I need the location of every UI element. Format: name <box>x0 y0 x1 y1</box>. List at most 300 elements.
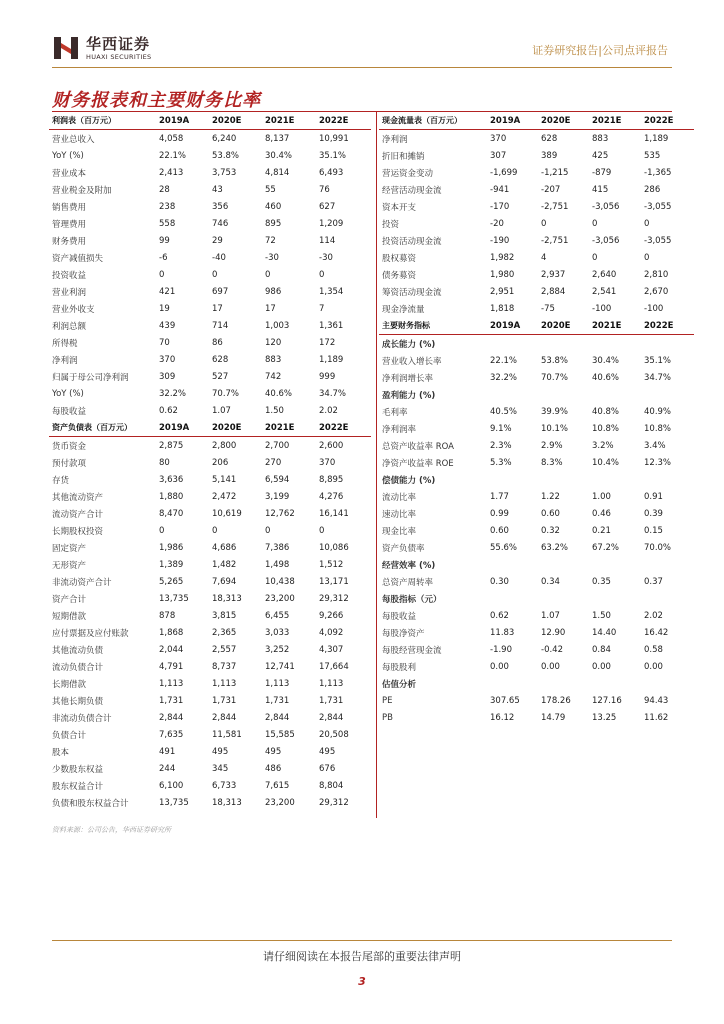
value-cell: 10.8% <box>592 423 620 434</box>
row-label: 存货 <box>52 475 70 486</box>
table-row <box>49 471 371 488</box>
value-cell: 29 <box>212 235 223 246</box>
value-cell: 5.3% <box>490 457 512 468</box>
value-cell: 1.50 <box>592 610 611 621</box>
row-label: 少数股东权益 <box>52 764 104 775</box>
row-label: 营业利润 <box>52 287 87 298</box>
value-cell: 10.1% <box>541 423 569 434</box>
value-cell: 527 <box>212 371 229 382</box>
value-cell: 1,189 <box>319 354 344 365</box>
value-cell: 2,884 <box>541 286 566 297</box>
value-cell: 238 <box>159 201 176 212</box>
value-cell: 558 <box>159 218 176 229</box>
value-cell: -941 <box>490 184 510 195</box>
value-cell: 1,982 <box>490 252 515 263</box>
value-cell: 1,482 <box>212 559 237 570</box>
value-cell: 40.9% <box>644 406 672 417</box>
year-header-cell: 2020E <box>538 112 589 130</box>
row-label: 所得税 <box>52 338 78 349</box>
value-cell: 0.91 <box>644 491 663 502</box>
row-label: 财务费用 <box>52 236 87 247</box>
huaxi-logo-icon <box>52 34 80 62</box>
value-cell: 1,113 <box>319 678 344 689</box>
value-cell: 883 <box>592 133 609 144</box>
value-cell: 1.22 <box>541 491 560 502</box>
table-row <box>49 573 371 590</box>
column-divider <box>376 112 377 818</box>
value-cell: 29,312 <box>319 593 349 604</box>
value-cell: 13,171 <box>319 576 349 587</box>
value-cell: 7 <box>319 303 325 314</box>
value-cell: 627 <box>319 201 336 212</box>
table-row <box>49 522 371 539</box>
value-cell: 3,636 <box>159 474 184 485</box>
value-cell: 0.35 <box>592 576 611 587</box>
value-cell: 7,386 <box>265 542 290 553</box>
header-divider <box>52 67 672 68</box>
value-cell: 86 <box>212 337 223 348</box>
value-cell: 18,313 <box>212 593 242 604</box>
value-cell: 2,844 <box>212 712 237 723</box>
row-label: 其他长期负债 <box>52 696 104 707</box>
section-header-row <box>379 675 694 692</box>
value-cell: 70.7% <box>212 388 240 399</box>
value-cell: 13.25 <box>592 712 617 723</box>
value-cell: 2,640 <box>592 269 617 280</box>
value-cell: -3,056 <box>592 235 620 246</box>
value-cell: 2,875 <box>159 440 184 451</box>
value-cell: 6,455 <box>265 610 290 621</box>
value-cell: 3.4% <box>644 440 666 451</box>
row-label: 每股股利 <box>382 662 417 673</box>
value-cell: 14.40 <box>592 627 617 638</box>
value-cell: 35.1% <box>319 150 347 161</box>
value-cell: 1,986 <box>159 542 184 553</box>
table-row <box>379 164 694 181</box>
table-row <box>379 403 694 420</box>
value-cell <box>641 590 694 607</box>
table-row <box>379 522 694 539</box>
value-cell: 2.9% <box>541 440 563 451</box>
value-cell: 628 <box>541 133 558 144</box>
table-row <box>379 437 694 454</box>
value-cell: 714 <box>212 320 229 331</box>
value-cell: 244 <box>159 763 176 774</box>
year-header-cell: 2020E <box>538 317 589 335</box>
value-cell: 0 <box>159 525 165 536</box>
brand-name: 华西证券 <box>86 35 151 53</box>
value-cell: 4,276 <box>319 491 344 502</box>
year-header-cell: 2019A <box>156 112 209 130</box>
table-row <box>49 300 371 317</box>
value-cell: 0.00 <box>541 661 560 672</box>
value-cell: 883 <box>265 354 282 365</box>
row-label: 利润总额 <box>52 321 87 332</box>
value-cell: 32.2% <box>490 372 518 383</box>
value-cell: 10.8% <box>644 423 672 434</box>
value-cell: 40.6% <box>592 372 620 383</box>
value-cell: 0.34 <box>541 576 560 587</box>
value-cell: -190 <box>490 235 510 246</box>
table-row <box>49 232 371 249</box>
value-cell: 1,818 <box>490 303 515 314</box>
table-row <box>49 641 371 658</box>
row-label: 偿债能力 (%) <box>382 475 436 486</box>
value-cell <box>641 556 694 573</box>
value-cell: 0.46 <box>592 508 611 519</box>
row-label: 营业税金及附加 <box>52 185 112 196</box>
value-cell: 356 <box>212 201 229 212</box>
year-header-cell: 2022E <box>641 112 694 130</box>
table-row <box>379 658 694 675</box>
value-cell: 345 <box>212 763 229 774</box>
value-cell <box>538 471 589 488</box>
row-label: 资产减值损失 <box>52 253 104 264</box>
row-label: 每股收益 <box>52 406 87 417</box>
value-cell: 0.99 <box>490 508 509 519</box>
row-label: 经营效率 (%) <box>382 560 436 571</box>
row-label: PB <box>382 712 393 723</box>
table-row <box>379 505 694 522</box>
value-cell: -1,365 <box>644 167 672 178</box>
row-label: 每股收益 <box>382 611 417 622</box>
row-label: 货币资金 <box>52 441 87 452</box>
value-cell <box>589 471 641 488</box>
value-cell: 3,252 <box>265 644 290 655</box>
section-header-row <box>379 556 694 573</box>
value-cell: 4,092 <box>319 627 344 638</box>
value-cell <box>538 386 589 403</box>
value-cell: 40.5% <box>490 406 518 417</box>
table-row <box>379 692 694 709</box>
value-cell <box>487 590 538 607</box>
value-cell: 1,731 <box>319 695 344 706</box>
year-header-cell: 2020E <box>209 112 262 130</box>
page-number: 3 <box>358 975 366 988</box>
value-cell: 40.8% <box>592 406 620 417</box>
value-cell: 28 <box>159 184 170 195</box>
row-label: 每股净资产 <box>382 628 425 639</box>
value-cell: 1,113 <box>265 678 290 689</box>
table-row <box>379 232 694 249</box>
value-cell: 178.26 <box>541 695 571 706</box>
value-cell: 986 <box>265 286 282 297</box>
section-header-row <box>379 471 694 488</box>
table-header-row <box>379 317 694 335</box>
value-cell: 39.9% <box>541 406 569 417</box>
value-cell: 0.84 <box>592 644 611 655</box>
value-cell: 2.02 <box>319 405 338 416</box>
value-cell: 1,209 <box>319 218 344 229</box>
table-row <box>379 607 694 624</box>
table-row <box>49 385 371 402</box>
row-label: 负债合计 <box>52 730 87 741</box>
value-cell: 16.42 <box>644 627 669 638</box>
value-cell: 0 <box>541 218 547 229</box>
value-cell: 0.00 <box>592 661 611 672</box>
value-cell: 16.12 <box>490 712 515 723</box>
table-row <box>49 368 371 385</box>
row-label: 债务募资 <box>382 270 417 281</box>
row-label: 盈利能力 (%) <box>382 390 436 401</box>
row-label: 利润表（百万元） <box>49 112 156 130</box>
value-cell: 11.83 <box>490 627 515 638</box>
value-cell: 2,810 <box>644 269 669 280</box>
value-cell: 30.4% <box>265 150 293 161</box>
value-cell <box>589 556 641 573</box>
value-cell: 1,113 <box>212 678 237 689</box>
value-cell: 4 <box>541 252 547 263</box>
value-cell: 15,585 <box>265 729 295 740</box>
value-cell: 495 <box>212 746 229 757</box>
value-cell: 13,735 <box>159 593 189 604</box>
value-cell: 628 <box>212 354 229 365</box>
value-cell: 0.60 <box>490 525 509 536</box>
row-label: 股东权益合计 <box>52 781 104 792</box>
data-source-note: 资料来源：公司公告，华西证券研究所 <box>52 826 171 834</box>
value-cell <box>487 675 538 692</box>
row-label: 归属于母公司净利润 <box>52 372 129 383</box>
row-label: 短期借款 <box>52 611 87 622</box>
value-cell: 3,753 <box>212 167 237 178</box>
row-label: 现金流量表（百万元） <box>379 112 487 130</box>
row-label: 毛利率 <box>382 407 408 418</box>
row-label: YoY (%) <box>52 388 84 399</box>
table-row <box>379 573 694 590</box>
value-cell: 1,113 <box>159 678 184 689</box>
value-cell: -2,751 <box>541 235 569 246</box>
value-cell: -3,055 <box>644 235 672 246</box>
table-header-row <box>49 419 371 437</box>
value-cell: -6 <box>159 252 168 263</box>
value-cell: 491 <box>159 746 176 757</box>
value-cell: 0 <box>319 525 325 536</box>
left-financial-table <box>49 112 371 811</box>
table-row <box>379 266 694 283</box>
value-cell: 0.00 <box>490 661 509 672</box>
row-label: 折旧和摊销 <box>382 151 425 162</box>
row-label: 股本 <box>52 747 70 758</box>
row-label: 总资产收益率 ROA <box>382 441 454 452</box>
value-cell <box>641 471 694 488</box>
value-cell: 495 <box>265 746 282 757</box>
value-cell: 12.90 <box>541 627 566 638</box>
value-cell: 0 <box>592 218 598 229</box>
table-row <box>49 147 371 164</box>
value-cell <box>487 471 538 488</box>
value-cell: 94.43 <box>644 695 669 706</box>
value-cell: 3,815 <box>212 610 237 621</box>
table-row <box>379 249 694 266</box>
row-label: 营业总收入 <box>52 134 95 145</box>
value-cell: 23,200 <box>265 593 295 604</box>
value-cell: 6,240 <box>212 133 237 144</box>
table-row <box>379 709 694 726</box>
value-cell: 370 <box>490 133 507 144</box>
value-cell: 2,541 <box>592 286 617 297</box>
value-cell: 10,991 <box>319 133 349 144</box>
row-label: 销售费用 <box>52 202 87 213</box>
value-cell: 676 <box>319 763 336 774</box>
table-row <box>379 420 694 437</box>
section-header-row <box>379 335 694 353</box>
row-label: 资产负债表（百万元） <box>49 419 156 437</box>
row-label: 固定资产 <box>52 543 87 554</box>
row-label: 其他流动负债 <box>52 645 104 656</box>
value-cell: -1.90 <box>490 644 512 655</box>
value-cell: 72 <box>265 235 276 246</box>
value-cell: 7,694 <box>212 576 237 587</box>
table-row <box>49 794 371 811</box>
row-label: 长期借款 <box>52 679 87 690</box>
value-cell: 172 <box>319 337 336 348</box>
year-header-cell: 2019A <box>487 112 538 130</box>
value-cell: 2,844 <box>319 712 344 723</box>
value-cell: 10,438 <box>265 576 295 587</box>
value-cell <box>589 335 641 353</box>
value-cell: 0 <box>212 525 218 536</box>
value-cell: 1,868 <box>159 627 184 638</box>
value-cell <box>538 556 589 573</box>
value-cell <box>641 675 694 692</box>
value-cell: 2,951 <box>490 286 515 297</box>
value-cell: 1.07 <box>541 610 560 621</box>
value-cell: -879 <box>592 167 612 178</box>
table-row <box>49 402 371 419</box>
section-header-row <box>379 386 694 403</box>
value-cell: 70.0% <box>644 542 672 553</box>
value-cell: 3.2% <box>592 440 614 451</box>
row-label: 预付款项 <box>52 458 87 469</box>
value-cell: 697 <box>212 286 229 297</box>
value-cell: 460 <box>265 201 282 212</box>
value-cell: -100 <box>644 303 664 314</box>
value-cell: 6,594 <box>265 474 290 485</box>
value-cell <box>589 590 641 607</box>
value-cell <box>538 335 589 353</box>
table-row <box>49 130 371 148</box>
value-cell: 742 <box>265 371 282 382</box>
value-cell <box>589 386 641 403</box>
value-cell: 2,700 <box>265 440 290 451</box>
table-row <box>49 454 371 471</box>
year-header-cell: 2021E <box>262 112 316 130</box>
row-label: 营业收入增长率 <box>382 356 442 367</box>
value-cell: 7,615 <box>265 780 290 791</box>
table-row <box>379 147 694 164</box>
table-row <box>379 130 694 148</box>
row-label: 成长能力 (%) <box>382 339 436 350</box>
table-row <box>49 334 371 351</box>
value-cell: 1,498 <box>265 559 290 570</box>
value-cell: 0.32 <box>541 525 560 536</box>
table-row <box>49 607 371 624</box>
value-cell: 8.3% <box>541 457 563 468</box>
value-cell: 70.7% <box>541 372 569 383</box>
value-cell: -3,056 <box>592 201 620 212</box>
value-cell: 309 <box>159 371 176 382</box>
value-cell <box>487 556 538 573</box>
value-cell: 0 <box>265 269 271 280</box>
value-cell: 9.1% <box>490 423 512 434</box>
value-cell: 67.2% <box>592 542 620 553</box>
value-cell: 1,512 <box>319 559 344 570</box>
value-cell: 206 <box>212 457 229 468</box>
value-cell: 43 <box>212 184 223 195</box>
value-cell: 80 <box>159 457 170 468</box>
row-label: 投资活动现金流 <box>382 236 442 247</box>
value-cell: 2,844 <box>265 712 290 723</box>
row-label: 资本开支 <box>382 202 417 213</box>
value-cell: 32.2% <box>159 388 187 399</box>
value-cell: -30 <box>265 252 279 263</box>
value-cell: 99 <box>159 235 170 246</box>
value-cell: 40.6% <box>265 388 293 399</box>
value-cell: 22.1% <box>490 355 518 366</box>
row-label: 无形资产 <box>52 560 87 571</box>
value-cell: 8,895 <box>319 474 344 485</box>
value-cell: -1,699 <box>490 167 518 178</box>
report-type: 证券研究报告|公司点评报告 <box>532 44 668 57</box>
page-title: 财务报表和主要财务比率 <box>52 90 261 111</box>
value-cell: 6,493 <box>319 167 344 178</box>
value-cell: 17,664 <box>319 661 349 672</box>
value-cell: 895 <box>265 218 282 229</box>
value-cell: 307.65 <box>490 695 520 706</box>
value-cell: 0 <box>319 269 325 280</box>
row-label: 净利润率 <box>382 424 417 435</box>
value-cell: -3,055 <box>644 201 672 212</box>
value-cell: -2,751 <box>541 201 569 212</box>
value-cell: 1,361 <box>319 320 344 331</box>
value-cell: 270 <box>265 457 282 468</box>
table-row <box>49 777 371 794</box>
value-cell: -40 <box>212 252 226 263</box>
row-label: 非流动负债合计 <box>52 713 112 724</box>
table-row <box>49 351 371 368</box>
value-cell: 4,791 <box>159 661 184 672</box>
row-label: 净利润增长率 <box>382 373 434 384</box>
value-cell: 0.30 <box>490 576 509 587</box>
value-cell: 34.7% <box>319 388 347 399</box>
value-cell: 10,619 <box>212 508 242 519</box>
table-row <box>379 454 694 471</box>
value-cell: -75 <box>541 303 555 314</box>
row-label: 总资产周转率 <box>382 577 434 588</box>
value-cell: 76 <box>319 184 330 195</box>
value-cell: 35.1% <box>644 355 672 366</box>
value-cell: 535 <box>644 150 661 161</box>
row-label: 管理费用 <box>52 219 87 230</box>
table-row <box>379 624 694 641</box>
table-row <box>379 215 694 232</box>
table-header-row <box>49 112 371 130</box>
year-header-cell: 2022E <box>316 112 371 130</box>
value-cell: 2.3% <box>490 440 512 451</box>
value-cell: 13,735 <box>159 797 189 808</box>
value-cell: 11.62 <box>644 712 669 723</box>
value-cell: 22.1% <box>159 150 187 161</box>
row-label: 筹资活动现金流 <box>382 287 442 298</box>
value-cell: 12,741 <box>265 661 295 672</box>
value-cell: 17 <box>212 303 223 314</box>
row-label: 投资收益 <box>52 270 87 281</box>
row-label: 投资 <box>382 219 400 230</box>
row-label: 流动比率 <box>382 492 417 503</box>
value-cell: 14.79 <box>541 712 566 723</box>
table-row <box>49 317 371 334</box>
value-cell: 3,033 <box>265 627 290 638</box>
